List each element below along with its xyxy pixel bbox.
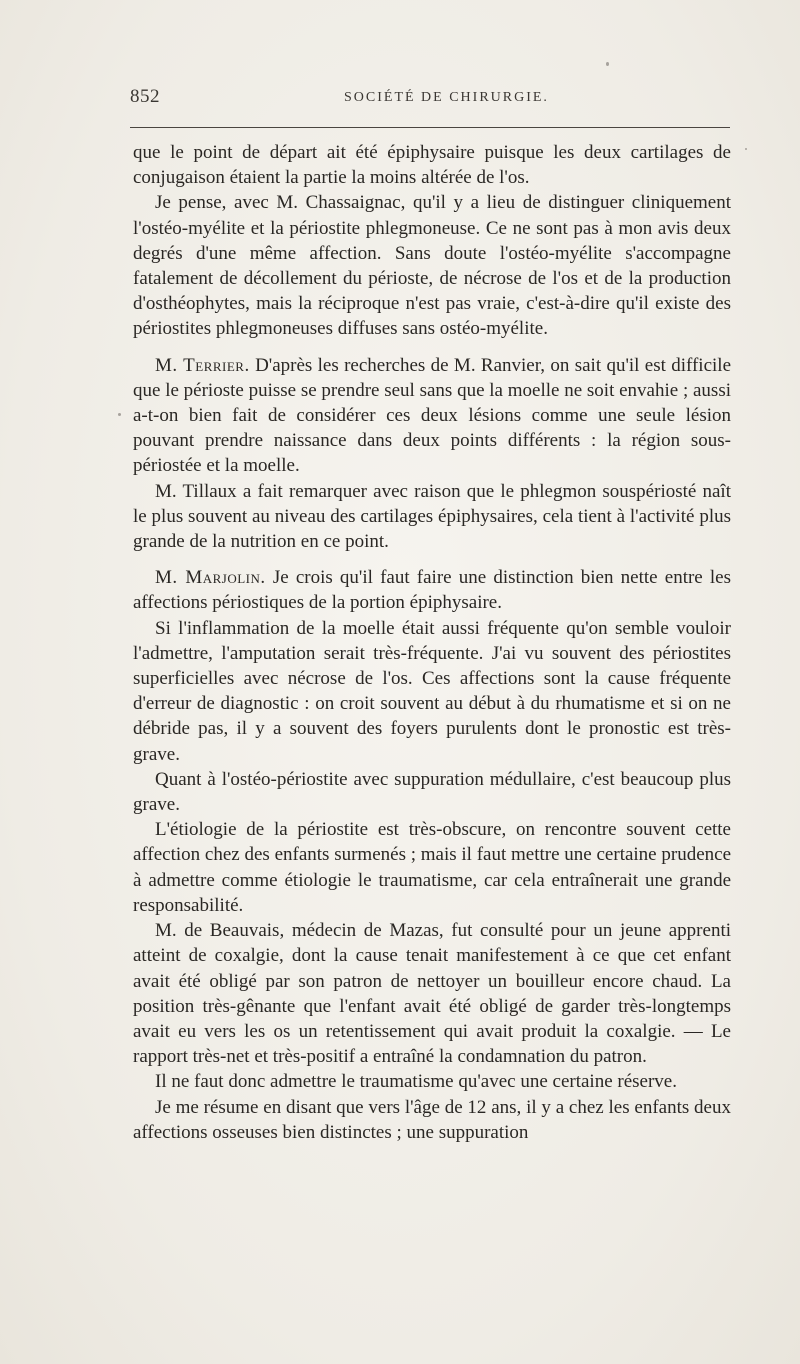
paragraph-text: M. Tillaux a fait remarquer avec raison que le phlegmon souspériosté naît le plus souvent au niveau des cartilages épiphysaires, cela tient à l'activité plus grande de la nutrition en ce point. xyxy=(133,480,731,553)
paragraph xyxy=(133,565,731,615)
body-text xyxy=(133,140,731,1145)
speaker-name: M. Terrier. xyxy=(155,354,250,376)
paragraph-text: Je pense, avec M. Chassaignac, qu'il y a lieu de distinguer cliniquement l'ostéo-myélite et la périostite phlegmoneuse. Ce ne sont pas à mon avis deux degrés d'une même affection. Sans doute l'ostéo-myélite s'accompagne fatalement de décollement du périoste, de nécrose de l'os et de la production d'osthéophytes, mais la réciproque n'est pas vraie, c'est-à-dire qu'il existe des périostites phlegmoneuses diffuses sans ostéo-myélite. xyxy=(133,192,731,340)
paragraph-text: Si l'inflammation de la moelle était aussi fréquente qu'on semble vouloir l'admettre, l'amputation serait très-fréquente. J'ai vu souvent des périostites superficielles avec nécrose de l'os. Ces affections sont la cause fréquente d'erreur de diagnostic : on croit souvent au début à du rhumatisme et si on ne débride pas, il y a souvent des foyers purulents dont le pronostic est très-grave. xyxy=(133,617,731,765)
paragraph xyxy=(133,140,731,190)
paragraph-text: D'après les recherches de M. Ranvier, on sait qu'il est difficile que le périoste puisse se prendre seul sans que la moelle ne soit envahie ; aussi a-t-on bien fait de considérer ces deux lésions comme une seule lésion pouvant prendre naissance dans deux points différents : la région sous-périostée et la moelle. xyxy=(133,354,731,477)
paragraph xyxy=(133,1095,731,1145)
page-header xyxy=(130,86,730,110)
paragraph xyxy=(133,479,731,555)
paragraph-text: Je crois qu'il faut faire une distinction bien nette entre les affections périostiques de la portion épiphysaire. xyxy=(133,567,732,614)
paragraph xyxy=(133,616,731,767)
paragraph-text: M. de Beauvais, médecin de Mazas, fut consulté pour un jeune apprenti atteint de coxalgie, dont la cause tenait manifestement à ce que cet enfant avait été obligé par son patron de nettoyer un bouilleur encore chaud. La position très-gênante que l'enfant avait été obligé de garder très-longtemps avait eu vers les os un retentissement qui avait produit la coxalgie. — Le rapport très-net et très-positif a entraîné la condamnation du patron. xyxy=(133,920,731,1068)
page-number: 852 xyxy=(130,86,160,107)
paragraph xyxy=(133,767,731,817)
paragraph xyxy=(133,353,731,479)
running-head: SOCIÉTÉ DE CHIRURGIE. xyxy=(344,90,549,105)
header-rule xyxy=(130,127,730,128)
paragraph-text: Quant à l'ostéo-périostite avec suppuration médullaire, c'est beaucoup plus grave. xyxy=(133,768,731,816)
paragraph xyxy=(133,918,731,1069)
scan-speck xyxy=(745,148,747,150)
paragraph-text: Je me résume en disant que vers l'âge de 12 ans, il y a chez les enfants deux affections osseuses bien distinctes ; une suppuration xyxy=(133,1096,731,1143)
paragraph xyxy=(133,1069,731,1094)
paragraph-text: Il ne faut donc admettre le traumatisme qu'avec une certaine réserve. xyxy=(155,1071,677,1093)
speaker-name: M. Marjolin. xyxy=(155,567,266,589)
scan-speck xyxy=(606,62,609,66)
paragraph xyxy=(133,817,731,918)
paragraph xyxy=(133,190,731,341)
paragraph-text: L'étiologie de la périostite est très-obscure, on rencontre souvent cette affection chez des enfants surmenés ; mais il faut mettre une certaine prudence à admettre comme étiologie le traumatisme, car cela entraînerait une grande responsabilité. xyxy=(133,819,731,916)
paragraph-text: que le point de départ ait été épiphysaire puisque les deux cartilages de conjugaison étaient la partie la moins altérée de l'os. xyxy=(133,142,731,189)
scan-speck xyxy=(118,413,121,416)
